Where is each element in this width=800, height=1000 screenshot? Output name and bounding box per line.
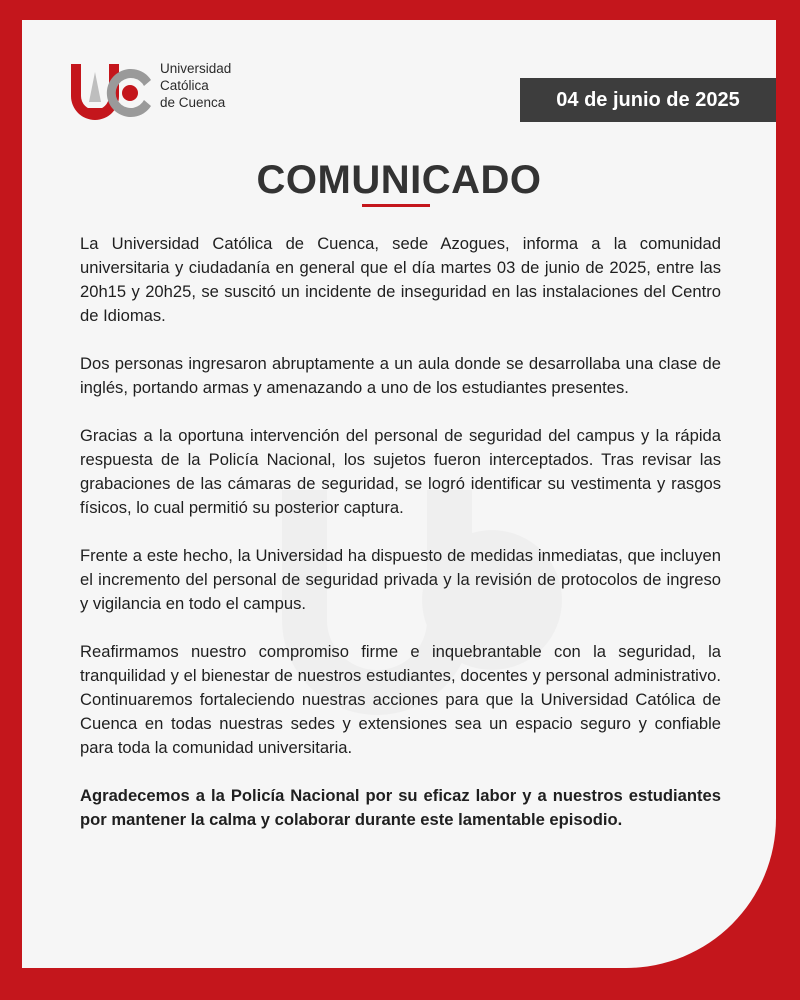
university-logo [67,58,297,133]
university-name [160,60,231,111]
communique-body [80,232,721,832]
logo-name-line: de Cuenca [160,95,226,110]
body-paragraph: Frente a este hecho, la Universidad ha dispuesto de medidas inmediatas, que incluyen el incremento del personal de seguridad privada y la revisión de protocolos de ingreso y vigilancia en todo el campus. [80,546,721,613]
date-badge: 04 de junio de 2025 [520,78,776,122]
page-title: COMUNICADO [256,158,542,202]
title-divider [362,204,430,207]
uc-logo-icon [67,58,157,128]
communique-card [22,20,776,968]
body-paragraph: La Universidad Católica de Cuenca, sede Azogues, informa a la comunidad universitaria y ciudadanía en general que el día martes 03 de junio de 2025, entre las 20h15 y 20h25, se suscitó un incidente de inseguridad en las instalaciones del Centro de Idiomas. [80,234,721,325]
logo-name-line: Católica [160,78,209,93]
body-paragraph: Gracias a la oportuna intervención del personal de seguridad del campus y la rápida respuesta de la Policía Nacional, los sujetos fueron interceptados. Tras revisar las grabaciones de las cámaras de seguridad, se logró identificar su vestimenta y rasgos físicos, lo cual permitió su posterior captura. [80,426,721,517]
body-paragraph: Reafirmamos nuestro compromiso firme e inquebrantable con la seguridad, la tranquilidad y el bienestar de nuestros estudiantes, docentes y personal administrativo. Continuaremos fortaleciendo nuestras acciones para que la Universidad Católica de Cuenca en todas nuestras sedes y extensiones sea un espacio seguro y confiable para toda la comunidad universitaria. [80,642,721,757]
body-paragraph: Dos personas ingresaron abruptamente a un aula donde se desarrollaba una clase de inglés, portando armas y amenazando a uno de los estudiantes presentes. [80,354,721,397]
closing-paragraph: Agradecemos a la Policía Nacional por su eficaz labor y a nuestros estudiantes por mantener la calma y colaborar durante este lamentable episodio. [80,786,721,829]
logo-name-line: Universidad [160,61,232,76]
